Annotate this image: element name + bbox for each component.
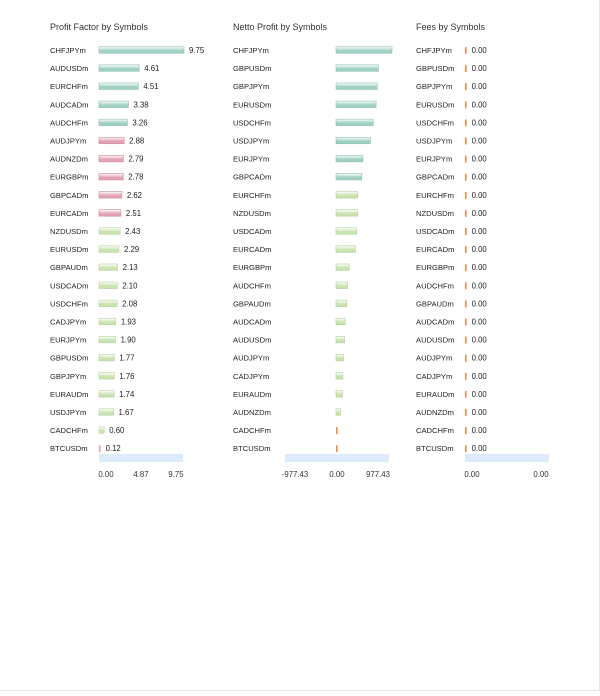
bar: [99, 300, 117, 307]
data-label: 0.00: [471, 245, 487, 255]
data-label: 2.10: [122, 281, 138, 291]
data-label: 2.43: [125, 227, 141, 236]
bar: [465, 337, 467, 344]
bar: [465, 300, 467, 307]
axis-scrollbar[interactable]: [99, 454, 183, 462]
bar: [336, 155, 363, 162]
bar: [336, 373, 343, 380]
bar: [99, 101, 128, 108]
bar: [99, 173, 123, 180]
category-label: EURAUDm: [233, 389, 272, 399]
data-label: 2.29: [123, 245, 140, 255]
bar: [465, 427, 467, 434]
bar: [99, 65, 139, 72]
category-label: EURAUDm: [416, 389, 455, 399]
category-label: USDCADm: [50, 281, 89, 291]
data-label: 0.00: [471, 154, 487, 164]
x-tick-label: 0.00: [533, 470, 549, 479]
bar: [465, 282, 467, 289]
data-label: 0.00: [471, 408, 487, 417]
bar: [465, 246, 467, 253]
category-label: EURUSDm: [233, 100, 272, 110]
category-label: EURGBPm: [50, 172, 89, 182]
bar: [336, 210, 358, 217]
category-label: USDJPYm: [50, 408, 87, 417]
bar: [336, 354, 343, 361]
data-label: 1.67: [118, 408, 134, 417]
data-label: 0.00: [471, 136, 487, 146]
bar: [465, 264, 467, 271]
bar: [336, 83, 377, 90]
chart-panel-2: [233, 22, 392, 479]
data-label: 2.51: [125, 208, 142, 218]
category-label: EURCADm: [233, 245, 272, 255]
data-label: 0.00: [471, 100, 487, 110]
category-label: AUDJPYm: [233, 353, 270, 363]
category-label: USDCADm: [416, 227, 455, 236]
category-label: EURGBPm: [416, 263, 455, 273]
bar: [336, 409, 341, 416]
category-label: AUDCHFm: [233, 281, 271, 291]
data-label: 0.00: [471, 64, 487, 74]
bar: [336, 137, 370, 144]
category-label: USDCHFm: [416, 118, 454, 128]
data-label: 0.00: [471, 299, 487, 309]
bar: [465, 101, 467, 108]
data-label: 2.79: [128, 154, 144, 164]
data-label: 0.00: [471, 389, 487, 399]
bar: [99, 83, 138, 90]
bar: [336, 318, 345, 325]
category-label: BTCUSDm: [50, 444, 88, 454]
bar: [99, 264, 118, 271]
data-label: 1.90: [120, 335, 136, 345]
bar: [465, 156, 467, 163]
bar: [465, 391, 467, 398]
x-tick-label: 0.00: [464, 470, 480, 479]
bar: [465, 373, 467, 380]
x-tick-label: -977.43: [281, 470, 309, 479]
category-label: CHFJPYm: [416, 46, 452, 55]
category-label: USDCHFm: [50, 299, 88, 309]
category-label: CADJPYm: [233, 371, 270, 381]
bar: [336, 192, 358, 199]
category-label: GBPCADm: [233, 172, 272, 182]
data-label: 0.00: [471, 82, 487, 92]
bar: [465, 174, 467, 181]
category-label: EURCADm: [416, 245, 455, 255]
data-label: 0.00: [471, 227, 487, 236]
category-label: GBPCADm: [50, 190, 89, 200]
axis-scrollbar[interactable]: [285, 454, 389, 462]
category-label: CHFJPYm: [233, 46, 269, 55]
category-label: AUDJPYm: [50, 136, 87, 146]
category-label: EURCHFm: [50, 82, 88, 92]
bar: [336, 427, 338, 434]
bar: [336, 246, 355, 253]
data-label: 4.61: [144, 64, 160, 74]
data-label: 1.93: [120, 317, 137, 327]
category-label: BTCUSDm: [416, 444, 454, 454]
data-label: 0.00: [471, 172, 487, 182]
category-label: CADCHFm: [233, 426, 271, 436]
category-label: AUDJPYm: [416, 353, 453, 363]
bar: [336, 47, 392, 54]
x-tick-label: 0.00: [329, 470, 345, 479]
chart-title: Netto Profit by Symbols: [233, 22, 328, 32]
data-label: 9.75: [189, 46, 205, 55]
data-label: 0.00: [471, 353, 487, 363]
category-label: EURUSDm: [416, 100, 455, 110]
data-label: 0.00: [471, 371, 487, 381]
category-label: GBPJPYm: [50, 371, 87, 381]
bar: [465, 192, 467, 199]
x-tick-label: 0.00: [98, 470, 114, 479]
bar: [336, 65, 378, 72]
bar: [99, 282, 117, 289]
bar: [465, 355, 467, 362]
category-label: NZDUSDm: [233, 208, 271, 218]
bar: [99, 373, 114, 380]
bar: [465, 409, 467, 416]
bar: [336, 264, 349, 271]
category-label: GBPCADm: [416, 172, 455, 182]
category-label: EURUSDm: [50, 245, 89, 255]
bar: [465, 319, 467, 326]
bar: [99, 246, 119, 253]
chart-panel-1: [50, 22, 205, 479]
category-label: USDJPYm: [416, 136, 453, 146]
data-label: 2.78: [128, 172, 144, 182]
bar: [99, 409, 114, 416]
data-label: 3.38: [133, 100, 149, 110]
category-label: BTCUSDm: [233, 444, 271, 454]
chart-title: Profit Factor by Symbols: [50, 22, 149, 32]
data-label: 1.76: [119, 371, 135, 381]
category-label: GBPAUDm: [233, 299, 271, 309]
x-tick-label: 977.43: [366, 470, 390, 479]
bar: [336, 300, 347, 307]
bar: [336, 119, 373, 126]
bar: [99, 137, 124, 144]
category-label: EURGBPm: [233, 263, 272, 273]
bar: [99, 391, 114, 398]
bar: [99, 155, 123, 162]
data-label: 0.00: [471, 263, 487, 273]
data-label: 3.26: [132, 118, 148, 128]
category-label: GBPUSDm: [50, 353, 89, 363]
category-label: EURAUDm: [50, 389, 89, 399]
axis-scrollbar[interactable]: [465, 454, 549, 462]
category-label: GBPJPYm: [416, 82, 453, 92]
bar: [99, 445, 101, 452]
chart-title: Fees by Symbols: [416, 22, 486, 32]
bar: [465, 47, 467, 54]
bar: [336, 336, 345, 343]
data-label: 0.00: [471, 335, 487, 345]
bar: [465, 65, 467, 72]
category-label: AUDUSDm: [50, 64, 89, 74]
category-label: USDCADm: [233, 227, 272, 236]
bar: [99, 119, 127, 126]
data-label: 4.51: [143, 82, 159, 92]
category-label: AUDCADm: [50, 100, 89, 110]
bar: [336, 391, 342, 398]
category-label: EURCADm: [50, 208, 89, 218]
bar: [99, 228, 120, 235]
bar: [465, 83, 467, 90]
bar: [465, 445, 467, 452]
data-label: 0.00: [471, 444, 487, 454]
bar: [336, 228, 357, 235]
category-label: EURCHFm: [416, 190, 454, 200]
data-label: 0.60: [109, 426, 125, 436]
category-label: USDJPYm: [233, 136, 270, 146]
data-label: 0.00: [471, 281, 487, 291]
category-label: GBPAUDm: [50, 263, 88, 273]
data-label: 0.00: [471, 118, 487, 128]
category-label: GBPUSDm: [233, 64, 272, 74]
category-label: GBPUSDm: [416, 64, 455, 74]
bar: [99, 354, 114, 361]
bar: [465, 210, 467, 217]
bar: [336, 445, 338, 452]
x-tick-label: 4.87: [133, 470, 149, 479]
category-label: AUDCADm: [233, 317, 272, 327]
data-label: 0.00: [471, 317, 487, 327]
data-label: 2.62: [126, 190, 143, 200]
data-label: 0.00: [471, 190, 487, 200]
category-label: AUDNZDm: [233, 408, 271, 417]
data-label: 0.12: [105, 444, 121, 454]
x-tick-label: 9.75: [168, 470, 184, 479]
bar: [99, 47, 184, 54]
category-label: CHFJPYm: [50, 46, 86, 55]
category-label: AUDCHFm: [50, 118, 88, 128]
category-label: AUDNZDm: [50, 154, 88, 164]
category-label: CADCHFm: [50, 426, 88, 436]
category-label: EURJPYm: [233, 154, 270, 164]
category-label: CADJPYm: [50, 317, 87, 327]
data-label: 0.00: [471, 46, 487, 55]
category-label: USDCHFm: [233, 118, 271, 128]
bar: [336, 173, 362, 180]
category-label: AUDUSDm: [416, 335, 455, 345]
category-label: EURCHFm: [233, 190, 271, 200]
data-label: 2.88: [129, 136, 145, 146]
category-label: GBPJPYm: [233, 82, 270, 92]
bar: [465, 119, 467, 126]
category-label: GBPAUDm: [416, 299, 454, 309]
data-label: 2.08: [122, 299, 138, 309]
chart-panel-3: [416, 22, 549, 479]
bar: [336, 282, 347, 289]
bar: [465, 228, 467, 235]
bar: [99, 318, 116, 325]
category-label: AUDCHFm: [416, 281, 454, 291]
category-label: EURJPYm: [50, 335, 87, 345]
category-label: NZDUSDm: [416, 208, 454, 218]
bar: [336, 101, 376, 108]
bar: [99, 427, 104, 434]
category-label: AUDUSDm: [233, 335, 272, 345]
category-label: AUDNZDm: [416, 408, 454, 417]
category-label: AUDCADm: [416, 317, 455, 327]
category-label: EURJPYm: [416, 154, 453, 164]
data-label: 0.00: [471, 208, 487, 218]
category-label: CADCHFm: [416, 426, 454, 436]
bar: [99, 192, 122, 199]
bar: [99, 210, 121, 217]
data-label: 2.13: [122, 263, 138, 273]
bar: [99, 336, 116, 343]
bar: [465, 138, 467, 145]
data-label: 1.77: [119, 353, 135, 363]
data-label: 0.00: [471, 426, 487, 436]
data-label: 1.74: [119, 389, 135, 399]
category-label: CADJPYm: [416, 371, 453, 381]
category-label: NZDUSDm: [50, 227, 88, 236]
